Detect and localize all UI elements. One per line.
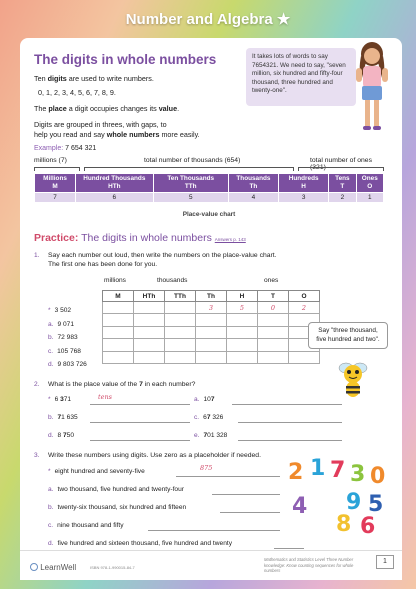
q1-header-row: M HTh TTh Th H T O — [103, 291, 320, 302]
answer-line[interactable]: tens — [90, 396, 190, 405]
q1-group-labels — [102, 277, 320, 289]
q2-item-c: c. 67 326 — [194, 414, 344, 421]
answer-line[interactable]: 875 — [176, 468, 280, 477]
list-item: b. 72 983 — [48, 334, 78, 342]
q2-number: 2. — [34, 381, 40, 388]
q2-item-e: e. 701 328 — [194, 432, 344, 439]
answer-line[interactable] — [238, 432, 342, 441]
list-item: a. 9 071 — [48, 320, 75, 328]
answer-line[interactable] — [220, 504, 280, 513]
footer-brand: LearnWell — [30, 563, 76, 572]
chart-caption: Place-value chart — [182, 211, 236, 218]
chart-value: 2 — [329, 193, 356, 203]
chart-header: Hundreds H — [279, 174, 329, 193]
bracket-ones — [298, 167, 384, 171]
chart-header: Millions M — [35, 174, 76, 193]
girl-illustration — [342, 38, 402, 148]
place-value-chart — [34, 173, 384, 203]
bracket-thousands — [84, 167, 294, 171]
learnwell-logo-icon — [30, 563, 38, 571]
chart-header-row — [35, 174, 384, 193]
q3-item-example: * eight hundred and seventy-five 875 — [48, 468, 288, 475]
q2-text: What is the place value of the 7 in each number? — [48, 381, 196, 388]
answer-line[interactable] — [232, 396, 342, 405]
example-brackets — [34, 157, 384, 173]
chart-header: Thousands Th — [228, 174, 278, 193]
answer-line[interactable] — [90, 432, 190, 441]
q1-row-example: 3 5 0 2 — [103, 302, 320, 314]
bracket-label-millions: millions (7) — [34, 157, 67, 164]
q3-item-b: b. twenty-six thousand, six hundred and fifteen — [48, 504, 288, 511]
chart-value: 1 — [356, 193, 383, 203]
banner-title: Number and Algebra ★ — [125, 11, 291, 28]
chart-header: Hundred Thousands HTh — [76, 174, 154, 193]
example-line: Example: 7 654 321 — [34, 145, 97, 152]
q3-number: 3. — [34, 452, 40, 459]
page-footer — [20, 550, 402, 580]
q1-text: Say each number out loud, then write the numbers on the place-value chart. The first one has been done for you. — [48, 252, 277, 268]
q2-item-b: b. 71 635 — [48, 414, 178, 421]
footer-description: Mathematics and Statistics Level Three Number knowledge: Know counting sequences for whole numbers — [264, 557, 354, 573]
intro-callout: It takes lots of words to say 7654321. We need to say, "seven million, six hundred and fifty-four thousand, three hundred and twenty-one". — [246, 48, 356, 106]
q2-item-d: d. 8 750 — [48, 432, 178, 439]
q1-row-c[interactable] — [103, 339, 320, 351]
section-banner — [0, 0, 416, 38]
answer-line[interactable] — [90, 414, 190, 423]
list-item: c. 105 768 — [48, 347, 81, 355]
answers-link[interactable]: Answers p. 143 — [214, 237, 246, 242]
chart-value: 7 — [35, 193, 76, 203]
bracket-label-thousands: total number of thousands (654) — [144, 157, 241, 164]
q2-item-a: a. 107 — [194, 396, 344, 403]
bee-icon — [336, 358, 370, 398]
digits-list: 0, 1, 2, 3, 4, 5, 6, 7, 8, 9. — [38, 88, 116, 97]
q1-number-list — [48, 304, 87, 372]
answer-line[interactable] — [238, 414, 342, 423]
q1-row-d[interactable] — [103, 351, 320, 363]
answer-line[interactable] — [274, 540, 304, 549]
footer-isbn: ISBN 978-1-990015-84-7 — [90, 565, 135, 570]
intro-paragraph-2: The place a digit occupies changes its value. — [34, 104, 180, 113]
bracket-label-ones: total number of ones (321) — [310, 157, 372, 171]
chart-header: Tens T — [329, 174, 356, 193]
q1-row-b[interactable] — [103, 326, 320, 338]
list-item: d. 9 803 726 — [48, 361, 87, 369]
speech-bubble: Say "three thousand, five hundred and two". — [308, 322, 388, 349]
worksheet-page — [20, 38, 402, 580]
list-item: * 3 502 — [48, 307, 72, 314]
q1-group-ones: ones — [264, 277, 279, 284]
q3-item-a: a. two thousand, five hundred and twenty-four — [48, 486, 288, 493]
q1-number: 1. — [34, 252, 40, 259]
chart-header: Ones O — [356, 174, 383, 193]
answer-line[interactable] — [212, 486, 280, 495]
q3-text: Write these numbers using digits. Use zero as a placeholder if needed. — [48, 452, 261, 459]
q2-item-example: * 6 371 tens — [48, 396, 178, 403]
practice-heading: Practice: The digits in whole numbers Answers p. 143 — [34, 232, 246, 244]
chart-value: 4 — [228, 193, 278, 203]
q1-group-thousands: thousands — [157, 277, 188, 284]
intro-paragraph-3: Digits are grouped in threes, with gaps, to help you read and say whole numbers more easily. — [34, 120, 200, 139]
chart-value-row — [35, 193, 384, 203]
intro-paragraph-1: Ten digits are used to write numbers. — [34, 74, 154, 83]
bracket-millions — [34, 167, 80, 171]
q3-item-d: d. five hundred and sixteen thousand, five hundred and twenty — [48, 540, 328, 547]
chart-value: 5 — [153, 193, 228, 203]
answer-line[interactable] — [148, 522, 280, 531]
q3-item-c: c. nine thousand and fifty — [48, 522, 288, 529]
chart-value: 6 — [76, 193, 154, 203]
q1-row-a[interactable] — [103, 314, 320, 326]
q1-place-value-grid — [102, 290, 320, 364]
decorative-digits: 2 1 7 3 0 4 9 5 8 6 — [288, 456, 386, 539]
q1-group-millions: millions — [104, 277, 126, 284]
chart-value: 3 — [279, 193, 329, 203]
chart-header: Ten Thousands TTh — [153, 174, 228, 193]
intro-title: The digits in whole numbers — [34, 52, 217, 67]
page-number: 1 — [376, 555, 394, 569]
star-icon: ★ — [276, 11, 291, 28]
